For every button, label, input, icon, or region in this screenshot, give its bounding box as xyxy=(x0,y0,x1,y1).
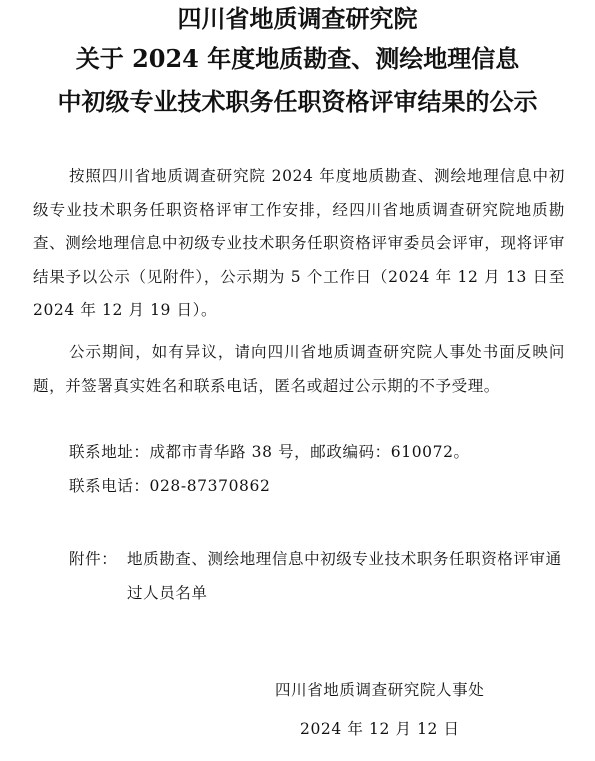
title-line-1: 四川省地质调查研究院 xyxy=(177,4,418,33)
signature-org: 四川省地质调查研究院人事处 xyxy=(275,681,485,699)
paragraph-arrangement: 按照四川省地质调查研究院 2024 年度地质勘查、测绘地理信息中初级专业技术职务任职资格评审工作安排，经四川省地质调查研究院地质勘查、测绘地理信息中初级专业技术职务任职资格评审委员会评审，现将评审结果予以公示（见附件），公示期为 5 个工作日（2024 年 12 月 13 日至 2024 年 12 月 19 日）。 xyxy=(33,167,565,319)
attachment-note xyxy=(69,542,565,610)
attachment-text: 地质勘查、测绘地理信息中初级专业技术职务任职资格评审通过人员名单 xyxy=(127,550,562,602)
contact-phone: 联系电话：028-87370862 xyxy=(69,477,271,495)
signature-date: 2024 年 12 月 12 日 xyxy=(300,720,460,738)
title-line-3: 中初级专业技术职务任职资格评审结果的公示 xyxy=(57,87,538,116)
attachment-label: 附件： xyxy=(69,550,118,568)
paragraph-objection: 公示期间，如有异议，请向四川省地质调查研究院人事处书面反映问题，并签署真实姓名和联系电话，匿名或超过公示期的不予受理。 xyxy=(33,343,565,395)
contact-address: 联系地址：成都市青华路 38 号，邮政编码：610072。 xyxy=(69,443,470,461)
title-line-2: 关于 2024 年度地质勘查、测绘地理信息 xyxy=(75,44,520,73)
